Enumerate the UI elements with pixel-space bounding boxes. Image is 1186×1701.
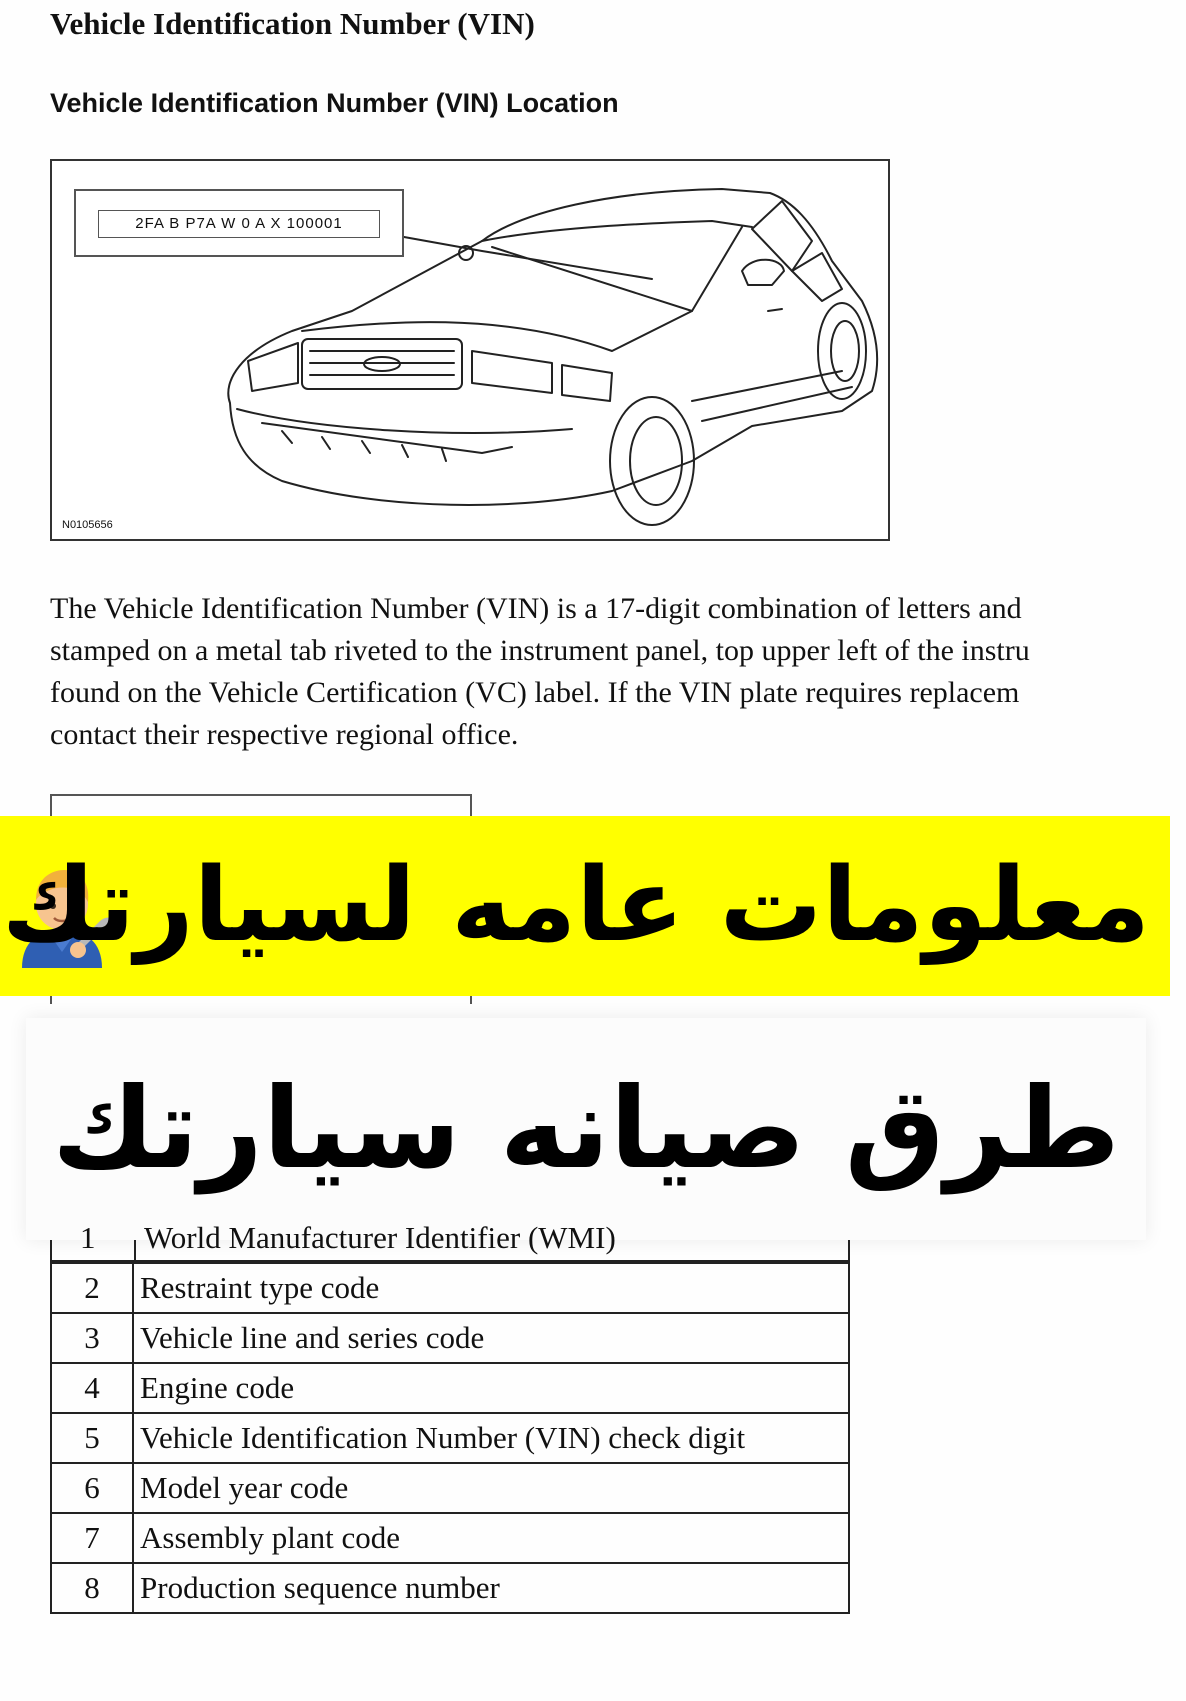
page-title: Vehicle Identification Number (VIN): [50, 6, 535, 41]
figure-code: N0105656: [62, 519, 113, 531]
table-row-partial: [50, 1220, 850, 1262]
table-cell-text: Vehicle Identification Number (VIN) check digit: [133, 1413, 849, 1463]
table-row: [51, 1263, 849, 1313]
vin-location-figure: [50, 159, 890, 541]
table-cell-num: 8: [51, 1563, 133, 1613]
section-heading: Vehicle Identification Number (VIN) Location: [50, 88, 619, 118]
table-cell-num: 6: [51, 1463, 133, 1513]
table-cell-num: 7: [51, 1513, 133, 1563]
table-row: [51, 1413, 849, 1463]
table-cell-num: 4: [51, 1363, 133, 1413]
vin-breakdown-table: [50, 1262, 850, 1614]
table-cell-text: Restraint type code: [133, 1263, 849, 1313]
vin-callout-box: [74, 189, 404, 257]
table-cell-num: 3: [51, 1313, 133, 1363]
panel-text: طرق صيانه سيارتك: [52, 1064, 1120, 1194]
table-cell-text: Production sequence number: [133, 1563, 849, 1613]
table-row: [51, 1313, 849, 1363]
table-row: [51, 1513, 849, 1563]
vin-plate-text: 2FA B P7A W 0 A X 100001: [98, 210, 380, 238]
table-cell-text: Vehicle line and series code: [133, 1313, 849, 1363]
table-cell-num: 2: [51, 1263, 133, 1313]
table-cell-num: 5: [51, 1413, 133, 1463]
table-cell-text: Engine code: [133, 1363, 849, 1413]
table-row: [51, 1563, 849, 1613]
table-cell-text: World Manufacturer Identifier (WMI): [144, 1220, 616, 1255]
table-row: [51, 1363, 849, 1413]
table-cell-num: 1: [80, 1220, 96, 1255]
white-overlay-panel: [26, 1018, 1146, 1240]
table-cell-text: Assembly plant code: [133, 1513, 849, 1563]
yellow-banner: [0, 816, 1170, 996]
table-divider: [134, 1240, 136, 1262]
body-paragraph: [50, 588, 1186, 756]
table-cell-text: Model year code: [133, 1463, 849, 1513]
table-row: [51, 1463, 849, 1513]
paragraph-line: found on the Vehicle Certification (VC) label. If the VIN plate requires replacem: [50, 676, 1020, 709]
banner-text: معلومات عامه لسيارتك: [1, 846, 1150, 965]
paragraph-line: contact their respective regional office.: [50, 718, 519, 751]
paragraph-line: The Vehicle Identification Number (VIN) is a 17-digit combination of letters and: [50, 592, 1022, 625]
paragraph-line: stamped on a metal tab riveted to the instrument panel, top upper left of the instru: [50, 634, 1030, 667]
